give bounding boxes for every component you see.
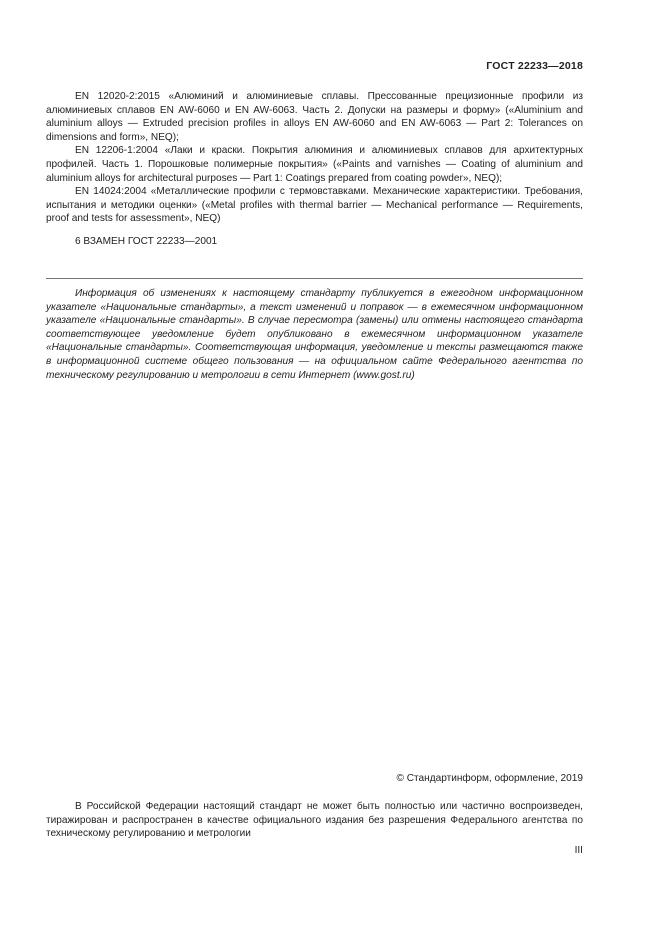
changes-notice: [46, 287, 583, 382]
normative-references: [46, 90, 583, 226]
document-header-id: ГОСТ 22233—2018: [486, 60, 583, 72]
changes-notice-text: Информация об изменениях к настоящему стандарту публикуется в ежегодном информационном указателе «Национальные стандарты», а текст изменений и поправок — в ежемесячном информационном указателе «Национальные стандарты». В случае пересмотра (замены) или отмены настоящего стандарта соответствующее уведомление будет опубликовано в ежемесячном информационном указателе «Национальные стандарты». Соответствующая информация, уведомление и тексты размещаются также в информационной системе общего пользования — на официальном сайте Федерального агентства по техническому регулированию и метрологии в сети Интернет (www.gost.ru): [46, 288, 583, 381]
reproduction-notice: [46, 800, 583, 841]
reference-en-14024: EN 14024:2004 «Металлические профили с термовставками. Механические характеристики. Требования, испытания и методики оценки» («Metal profiles with thermal barrier — Mechanical performance — Requirements, proof and tests for assessment», NEQ): [46, 186, 583, 225]
replacement-section: [46, 235, 583, 249]
copyright-line: © Стандартинформ, оформление, 2019: [396, 773, 583, 784]
reference-en-12020-2: EN 12020-2:2015 «Алюминий и алюминиевые сплавы. Прессованные прецизионные профили из алюминиевых сплавов EN AW-6060 и EN AW-6063. Часть 2. Допуски на размеры и форму» («Aluminium and aluminium alloys — Extruded precision profiles in alloys EN AW-6060 and EN AW-6063 — Part 2: Tolerances on dimensions and form», NEQ);: [46, 91, 583, 143]
replacement-line: 6 ВЗАМЕН ГОСТ 22233—2001: [75, 236, 218, 247]
reproduction-notice-text: В Российской Федерации настоящий стандарт не может быть полностью или частично воспроизведен, тиражирован и распространен в качестве официального издания без разрешения Федерального агентства по техническому регулированию и метрологии: [46, 801, 583, 840]
reference-en-12206-1: EN 12206-1:2004 «Лаки и краски. Покрытия алюминия и алюминиевых сплавов для архитектурных профилей. Часть 1. Порошковые полимерные покрытия» («Paints and varnishes — Coating of aluminium and aluminium alloys for architectural purposes — Part 1: Coatings prepared from coating powder», NEQ);: [46, 145, 583, 184]
page-number: III: [574, 845, 583, 856]
notice-divider: [46, 278, 583, 279]
